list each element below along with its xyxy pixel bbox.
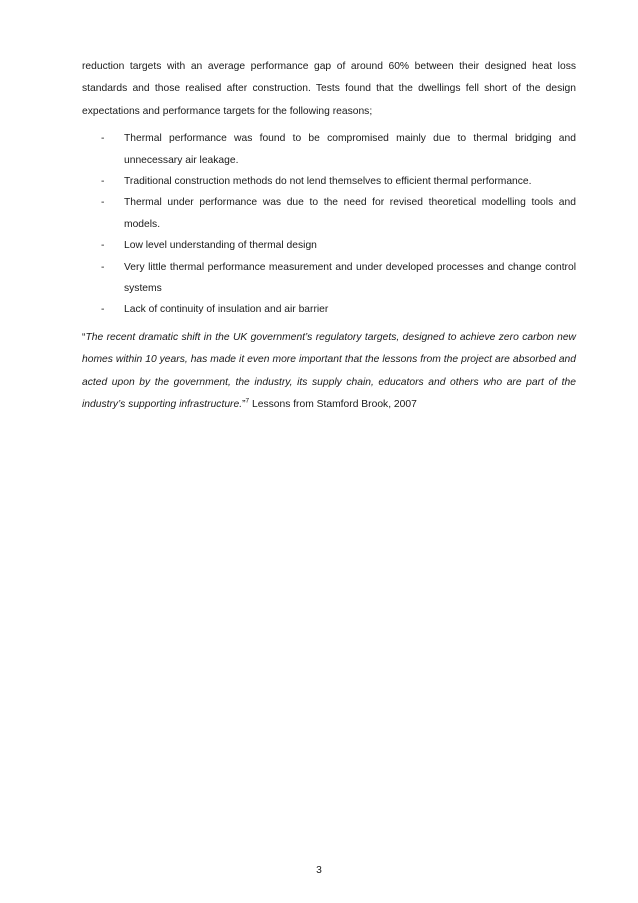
quote-text: The recent dramatic shift in the UK government’s regulatory targets, designed to achieve zero carbon new homes within 10 years, has made it even more important that the lessons from the project are absorbed and acted upon by the government, the industry, its supply chain, educators and others who are part of the industry’s supporting infrastructure. [82,331,576,411]
reasons-list [82,128,576,321]
quote-open-mark: “ [82,331,86,343]
bullet-dash: - [101,133,105,145]
page-number: 3 [316,865,322,876]
bullet-dash: - [101,176,105,188]
document-body [82,56,576,417]
list-item [82,171,576,192]
list-item [82,128,576,171]
bullet-dash: - [101,197,105,209]
list-item [82,235,576,256]
bullet-dash: - [101,261,105,273]
list-item [82,192,576,235]
list-item-text: Low level understanding of thermal design [124,240,317,252]
block-quote [82,327,576,417]
footnote-marker: 7 [245,397,250,405]
list-item-text: Thermal performance was found to be compromised mainly due to thermal bridging and unnecessary air leakage. [124,133,576,166]
list-item-text: Thermal under performance was due to the need for revised theoretical modelling tools and models. [124,197,576,230]
list-item-text: Very little thermal performance measurement and under developed processes and change control systems [124,261,576,295]
bullet-dash: - [101,240,105,252]
intro-paragraph: reduction targets with an average performance gap of around 60% between their designed heat loss standards and those realised after construction. Tests found that the dwellings fell short of the design expectations and performance targets for the following reasons; [82,61,576,117]
bullet-dash: - [101,304,105,316]
list-item-text: Lack of continuity of insulation and air barrier [124,304,329,316]
list-item [82,299,576,320]
quote-close-mark: ” [242,399,246,411]
list-item [82,257,576,300]
quote-source: Lessons from Stamford Brook, 2007 [249,399,417,411]
list-item-text: Traditional construction methods do not lend themselves to efficient thermal performance. [124,176,532,188]
